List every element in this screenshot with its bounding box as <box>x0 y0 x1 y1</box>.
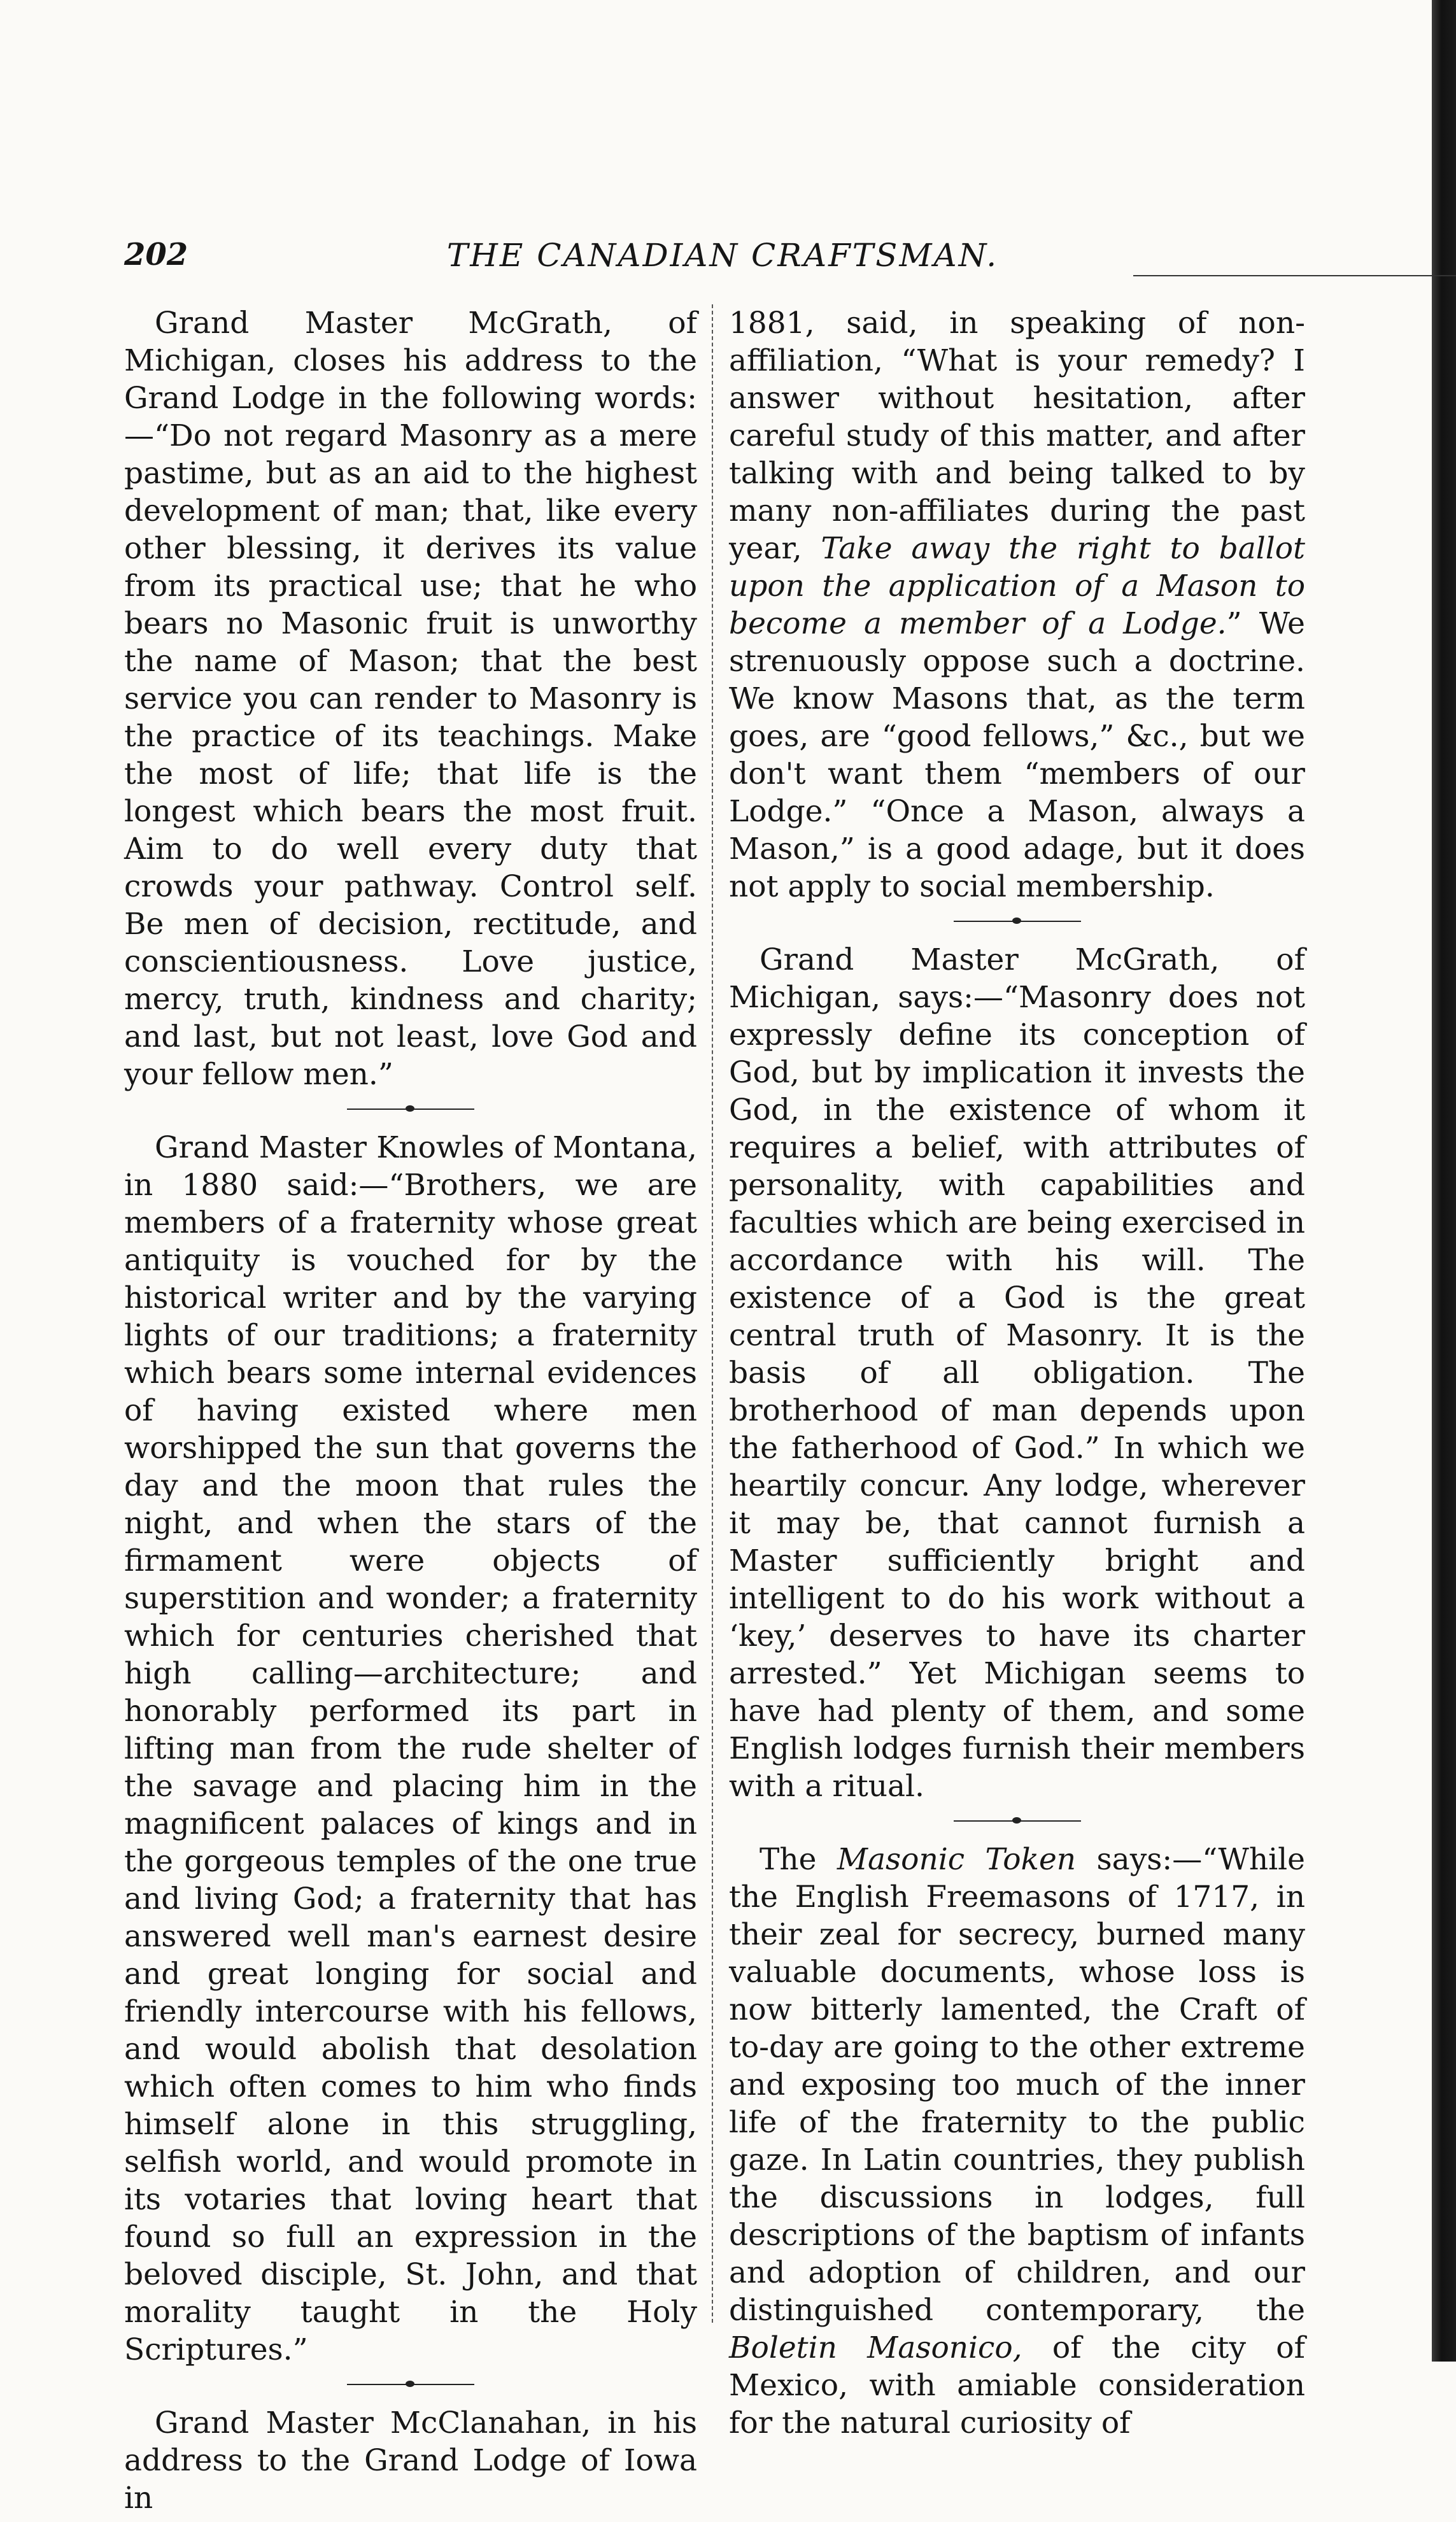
section-separator <box>954 910 1081 932</box>
text-span: 1881, said, in speaking of non-affiliation, “What is your remedy? I answer without hesitation, after careful study of this matter, and after talking with and being talked to by many non-affiliates during the past year, <box>729 306 1305 566</box>
scan-edge-shadow <box>1432 0 1456 2362</box>
running-title: THE CANADIAN CRAFTSMAN. <box>446 237 999 274</box>
text-span: The <box>760 1842 817 1877</box>
paragraph-mcgrath-address: Grand Master McGrath, of Michigan, closes his address to the Grand Lodge in the following words:—“Do not regard Masonry as a mere pastime, but as an aid to the highest development of man; that, like every other blessing, it derives its value from its practical use; that he who bears no Masonic fruit is unworthy the name of Mason; that the best service you can render to Masonry is the practice of its teachings. Make the most of life; that life is the longest which bears the most fruit. Aim to do well every duty that crowds your pathway. Control self. Be men of decision, rectitude, and conscientiousness. Love justice, mercy, truth, kindness and charity; and last, but not least, love God and your fellow men.” <box>124 306 697 1092</box>
paragraph-knowles-montana: Grand Master Knowles of Montana, in 1880 said:—“Brothers, we are members of a fraternity whose great antiquity is vouched for by the historical writer and by the varying lights of our traditions; a fraternity which bears some internal evidences of having existed where men worshipped the sun that governs the day and the moon that rules the night, and when the stars of the firmament were objects of superstition and wonder; a fraternity which for centuries cherished that high calling—architecture; and honorably performed its part in lifting man from the rude shelter of the savage and placing him in the magnificent palaces of kings and in the gorgeous temples of the one true and living God; a fraternity that has answered well man's earnest desire and great longing for social and friendly intercourse with his fellows, and would abolish that desolation which often comes to him who finds himself alone in this struggling, selfish world, and would promote in its votaries that loving heart that found so full an expression in the beloved disciple, St. John, and that morality taught in the Holy Scriptures.” <box>124 1130 697 2367</box>
section-separator <box>347 1098 474 1120</box>
right-column <box>729 304 1305 2447</box>
text-span: of the city of Mexico, with amiable consideration for the natural curiosity of <box>729 2330 1305 2441</box>
column-divider <box>712 304 713 2323</box>
paragraph-mcclanahan-iowa: Grand Master McClanahan, in his address to the Grand Lodge of Iowa in <box>124 2405 697 2516</box>
paragraph-non-affiliation <box>729 304 1305 905</box>
header-rule <box>1133 275 1456 276</box>
italic-publication-name: Boletin Masonico, <box>729 2330 1022 2365</box>
section-separator <box>347 2374 474 2395</box>
italic-publication-name: Masonic Token <box>837 1842 1077 1877</box>
text-span: says:—“While the English Freemasons of 1717, in their zeal for secrecy, burned many valuable documents, whose loss is now bitterly lamented, the Craft of to-day are going to the other extreme and exposing too much of the inner life of the fraternity to the public gaze. In Latin countries, they publish the discussions in lodges, full descriptions of the baptism of infants and adoption of children, and our distinguished contemporary, the <box>729 1842 1305 2328</box>
left-column <box>124 304 697 2522</box>
page-header <box>124 237 1321 281</box>
paragraph-mcgrath-god: Grand Master McGrath, of Michigan, says:—“Masonry does not expressly define its conception of God, but by implication it invests the God, in the existence of whom it requires a belief, with attributes of personality, with capabilities and faculties which are being exercised in accordance with his will. The existence of a God is the great central truth of Masonry. It is the basis of all obligation. The brotherhood of man depends upon the fatherhood of God.” In which we heartily concur. Any lodge, wherever it may be, that cannot furnish a Master sufficiently bright and intelligent to do his work without a ‘key,’ deserves to have its charter arrested.” Yet Michigan seems to have had plenty of them, and some English lodges furnish their members with a ritual. <box>729 942 1305 1804</box>
paragraph-masonic-token <box>729 1841 1305 2442</box>
italic-quote: Take away the right to ballot upon the application of a Mason to become a member of a Lodge. <box>729 531 1305 641</box>
section-separator <box>954 1810 1081 1832</box>
text-span: ” We strenuously oppose such a doctrine. We know Masons that, as the term goes, are “good fellows,” &c., but we don't want them “members of our Lodge.” “Once a Mason, always a Mason,” is a good adage, but it does not apply to social membership. <box>729 606 1305 904</box>
page-number: 202 <box>124 237 188 273</box>
